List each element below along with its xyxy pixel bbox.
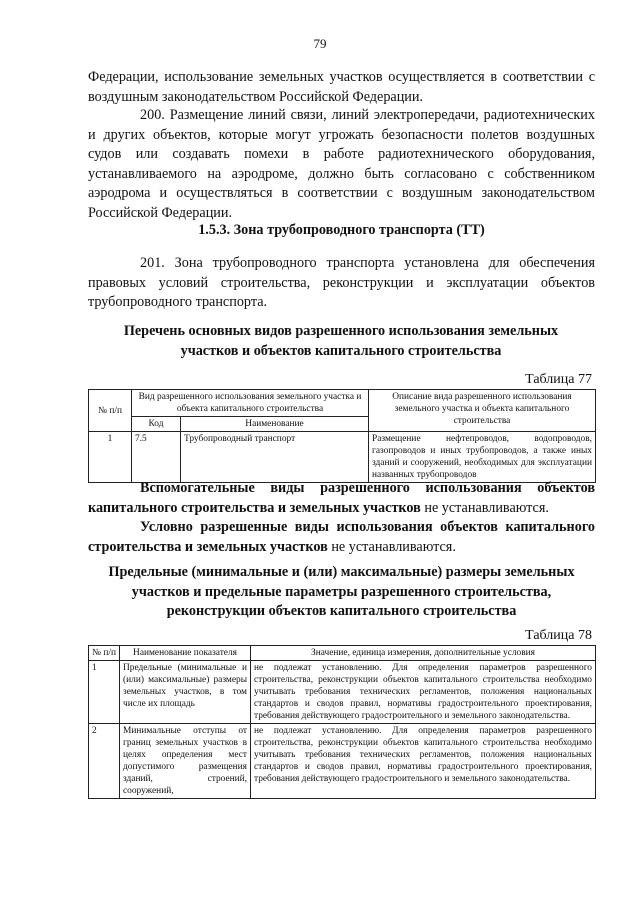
table78-caption: Таблица 78: [525, 628, 592, 643]
table77-cell-code: 7.5: [132, 432, 181, 483]
table77-cell-name: Трубопроводный транспорт: [181, 432, 369, 483]
paragraph-continued: Федерации, использование земельных участков осуществляется в соответствии с воздушным законодательством Российской Федерации.: [88, 69, 595, 105]
aux-uses-tail: не устанавливаются.: [420, 499, 549, 516]
table77-header-desc: Описание вида разрешенного использования земельного участка и объекта капитального строительства: [369, 390, 596, 432]
table78-row1-num: 1: [89, 661, 120, 724]
paragraph-200: 200. Размещение линий связи, линий электропередачи, радиотехнических и других объектов, которые могут угрожать безопасности полетов воздушных судов или создавать помехи в работе радиотехнического оборудования, устанавливаемого на аэродроме, должно быть согласовано с собственником аэродрома и осуществляться в соответствии с воздушным законодательством Российской Федерации.: [88, 107, 595, 221]
table77-cell-num: 1: [89, 432, 132, 483]
table-78: [88, 645, 596, 799]
aux-uses-bold: Вспомогательные виды разрешенного использования объектов капитального строительства и земельных участков: [88, 480, 595, 516]
table78-header-value: Значение, единица измерения, дополнительные условия: [251, 646, 596, 661]
table-77: [88, 389, 596, 483]
table77-cell-desc: Размещение нефтепроводов, водопроводов, газопроводов и иных трубопроводов, а также иных зданий и сооружений, необходимых для эксплуатации названных трубопроводов: [369, 432, 596, 483]
aux-uses-paragraph: [88, 479, 595, 518]
table78-row1-value: не подлежат установлению. Для определения параметров разрешенного строительства, реконструкции объектов капитального строительства необходимо учитывать требования технических регламентов, положения национальных стандартов и сводов правил, нормативы градостроительного проектирования, требования действующего градостроительного и земельного законодательства.: [251, 661, 596, 724]
conditional-uses-paragraph: [88, 518, 595, 557]
table78-row2-num: 2: [89, 724, 120, 799]
table77-header-num: № п/п: [89, 390, 132, 432]
section-title: 1.5.3. Зона трубопроводного транспорта (ТТ): [198, 222, 485, 238]
table77-header-code: Код: [132, 417, 181, 432]
table78-row2-name: Минимальные отступы от границ земельных участков в целях определения мест допустимого размещения зданий, строений, сооружений,: [120, 724, 251, 799]
paragraph-201: 201. Зона трубопроводного транспорта установлена для обеспечения правовых условий строительства, реконструкции и эксплуатации объектов трубопроводного транспорта.: [88, 255, 595, 310]
table-row: [89, 661, 596, 724]
page-number: 79: [313, 36, 327, 51]
list-title: Перечень основных видов разрешенного использования земельных участков и объектов капитального строительства: [123, 323, 559, 359]
table-row: [89, 432, 596, 483]
limits-title: Предельные (минимальные и (или) максимальные) размеры земельных участков и предельные параметры разрешенного строительства, реконструкции объектов капитального строительства: [108, 564, 575, 619]
conditional-uses-tail: не устанавливаются.: [327, 538, 456, 555]
table-row: [89, 724, 596, 799]
table77-header-group: Вид разрешенного использования земельного участка и объекта капитального строительства: [132, 390, 369, 417]
table77-header-name: Наименование: [181, 417, 369, 432]
table78-row1-name: Предельные (минимальные и (или) максимальные) размеры земельных участков, в том числе их площадь: [120, 661, 251, 724]
table78-header-name: Наименование показателя: [120, 646, 251, 661]
table77-caption: Таблица 77: [525, 372, 592, 387]
table78-row2-value: не подлежат установлению. Для определения параметров разрешенного строительства, реконструкции объектов капитального строительства необходимо учитывать требования технических регламентов, положения национальных стандартов и сводов правил, нормативы градостроительного проектирования, требования действующего градостроительного и земельного законодательства.: [251, 724, 596, 799]
conditional-uses-bold: Условно разрешенные виды использования объектов капитального строительства и земельных участков: [88, 519, 595, 555]
table78-header-num: № п/п: [89, 646, 120, 661]
